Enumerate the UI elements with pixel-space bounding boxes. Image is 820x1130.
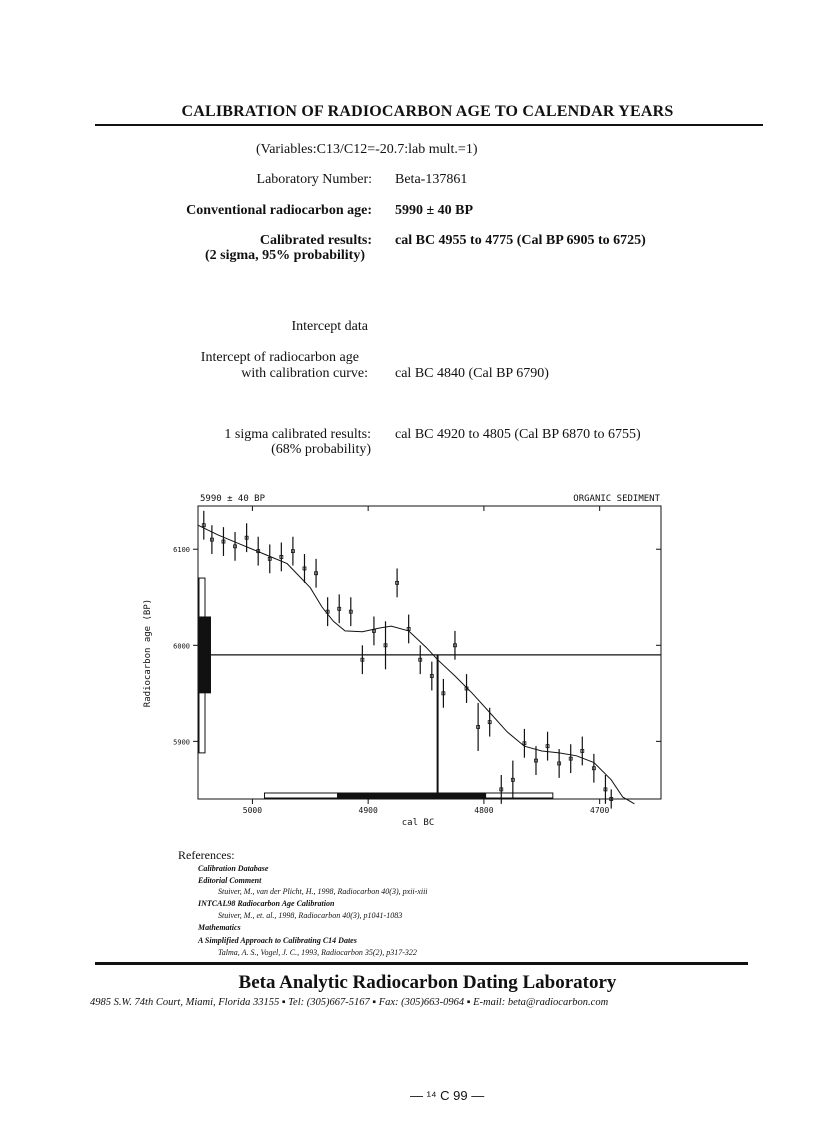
intercept-value: cal BC 4840 (Cal BP 6790) (395, 366, 549, 381)
variables-line: (Variables:C13/C12=-20.7:lab mult.=1) (256, 142, 478, 157)
page-title: CALIBRATION OF RADIOCARBON AGE TO CALENDAR YEARS (181, 103, 674, 120)
lab-name: Beta Analytic Radiocarbon Dating Laboratory (238, 972, 617, 993)
intercept-label-line2: with calibration curve: (241, 366, 368, 381)
y-axis-label: Radiocarbon age (BP) (143, 598, 153, 708)
probability-bars (264, 793, 552, 798)
tick-group (173, 506, 661, 815)
references-block (178, 848, 235, 863)
calibrated-results-label: Calibrated results: (259, 233, 372, 248)
ref-text: Stuiver, M., et. al., 1998, Radiocarbon 40(3), p1041-1083 (218, 911, 403, 920)
plot-frame (198, 506, 661, 799)
conventional-age-label: Conventional radiocarbon age: (186, 203, 372, 218)
ref-heading: Editorial Comment (198, 876, 262, 885)
conventional-age-value: 5990 ± 40 BP (395, 203, 474, 218)
calibration-curve (198, 525, 634, 804)
y-tick-label: 6100 (173, 546, 190, 555)
intercept-data-label: Intercept data (291, 319, 368, 334)
ref-text: Talma, A. S., Vogel, J. C., 1993, Radiocarbon 35(2), p317-322 (218, 948, 417, 957)
ref-heading: Calibration Database (198, 864, 269, 873)
y-tick-label: 5900 (173, 738, 190, 747)
lab-number-value: Beta-137861 (395, 172, 468, 187)
one-sigma-sub: (68% probability) (271, 442, 371, 457)
calibration-chart (140, 488, 680, 833)
references-heading: References: (178, 848, 235, 862)
radiocarbon-distribution (199, 578, 211, 753)
calibrated-results-value: cal BC 4955 to 4775 (Cal BP 6905 to 6725) (395, 233, 646, 248)
x-tick-label: 4800 (474, 806, 494, 815)
data-points (202, 511, 612, 809)
ref-heading: INTCAL98 Radiocarbon Age Calibration (198, 899, 335, 908)
y-tick-label: 6000 (173, 642, 190, 651)
page-number: — ¹⁴ C 99 — (410, 1088, 485, 1103)
footer-rule (95, 962, 748, 965)
one-sigma-label: 1 sigma calibrated results: (224, 427, 371, 442)
lab-address: 4985 S.W. 74th Court, Miami, Florida 33155 ▪ Tel: (305)667-5167 ▪ Fax: (305)663-0964 ▪ E-mail: beta@radiocarbon.com (90, 997, 609, 1008)
chart-title-left: 5990 ± 40 BP (200, 494, 266, 504)
intercept-label-line1: Intercept of radiocarbon age (200, 350, 359, 365)
ref-heading: Mathematics (198, 923, 241, 932)
x-axis-label: cal BC (401, 818, 435, 828)
lab-number-label: Laboratory Number: (256, 172, 372, 187)
ref-text: Stuiver, M., van der Plicht, H., 1998, Radiocarbon 40(3), pxii-xiii (218, 887, 428, 896)
chart-title-right: ORGANIC SEDIMENT (573, 494, 660, 504)
one-sigma-value: cal BC 4920 to 4805 (Cal BP 6870 to 6755) (395, 427, 641, 442)
ref-heading: A Simplified Approach to Calibrating C14 Dates (198, 936, 357, 945)
calibrated-results-sub: (2 sigma, 95% probability) (205, 248, 365, 263)
x-tick-label: 4900 (358, 806, 378, 815)
title-rule (95, 124, 763, 126)
one-sigma-bar (337, 793, 486, 798)
x-tick-label: 4700 (590, 806, 610, 815)
x-tick-label: 5000 (242, 806, 263, 815)
